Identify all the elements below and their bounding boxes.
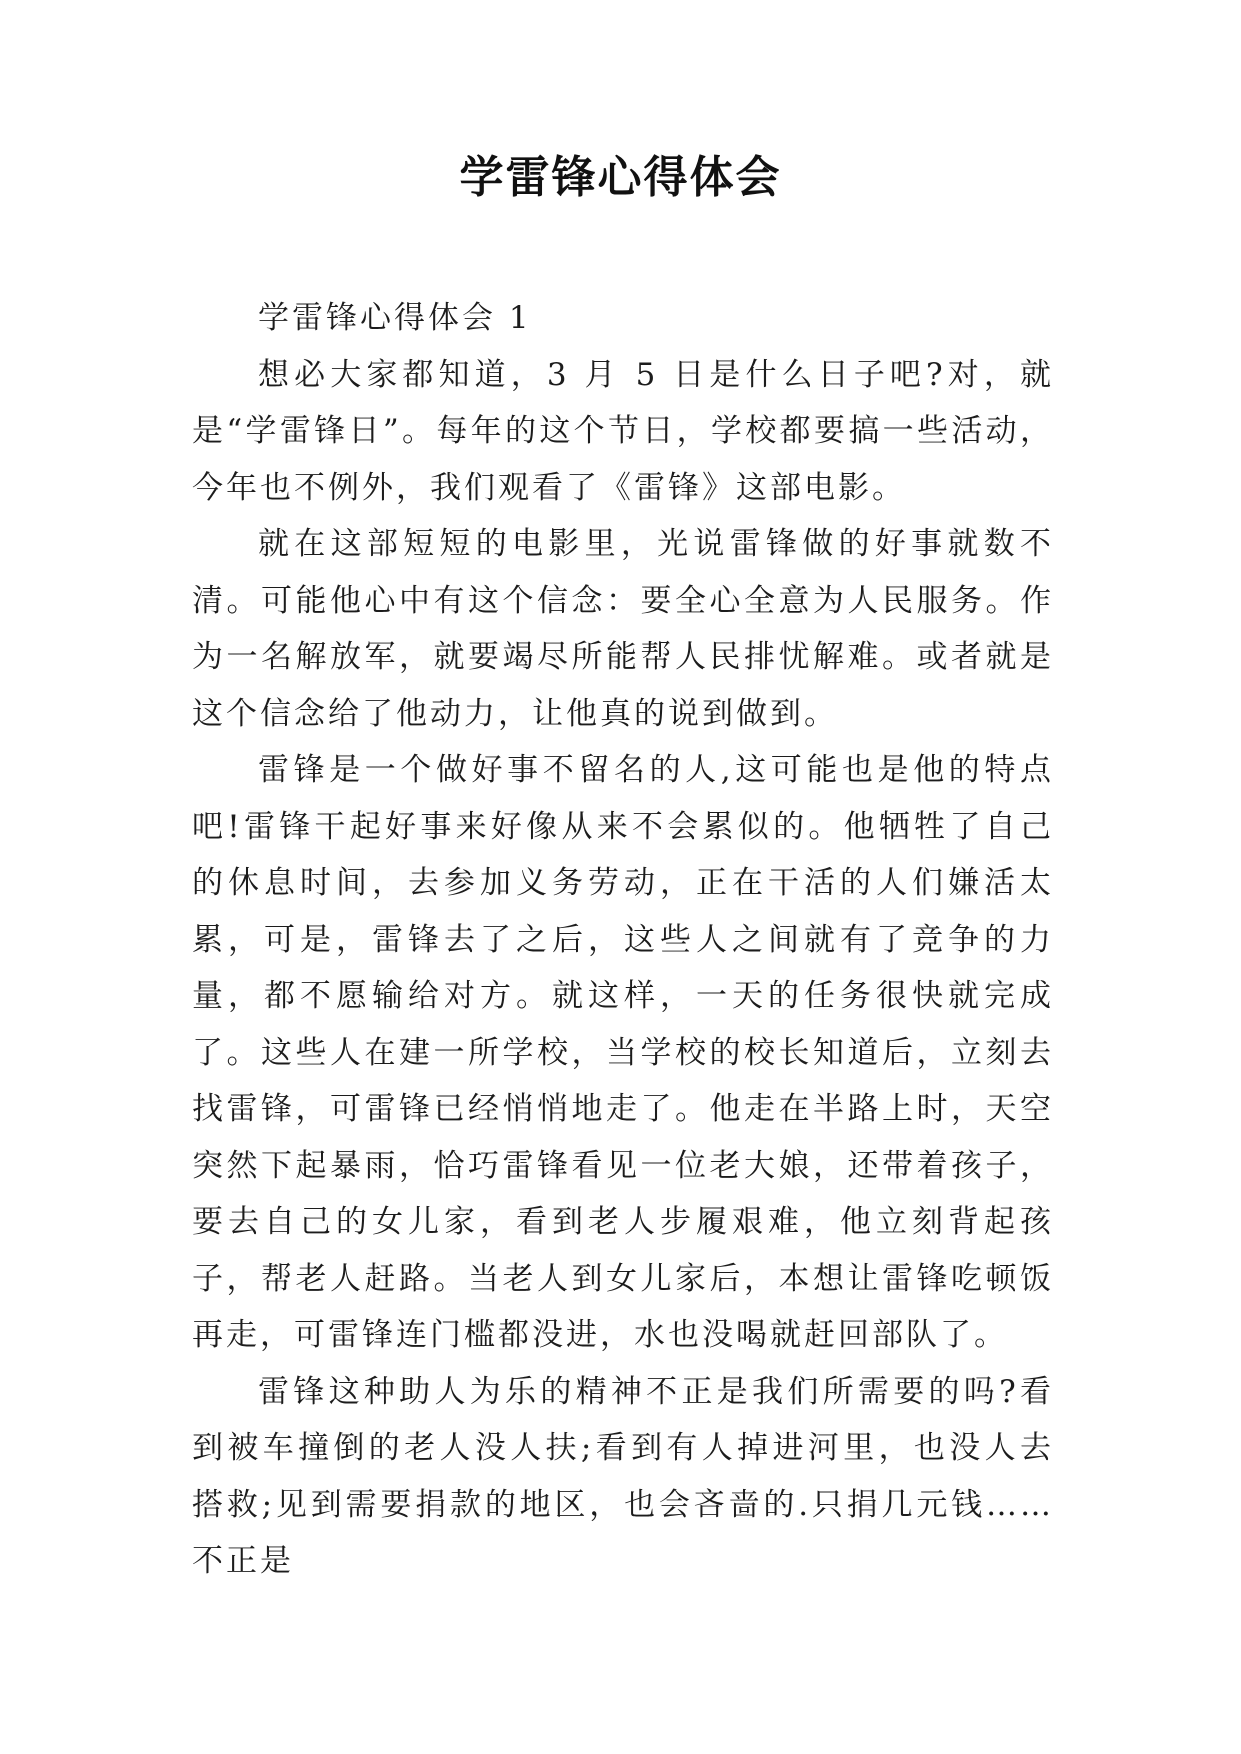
paragraph: 雷锋是一个做好事不留名的人,这可能也是他的特点吧!雷锋干起好事来好像从来不会累似的。他牺牲了自己的休息时间，去参加义务劳动，正在干活的人们嫌活太累，可是，雷锋去了之后，这些人之间就有了竞争的力量，都不愿输给对方。就这样，一天的任务很快就完成了。这些人在建一所学校，当学校的校长知道后，立刻去找雷锋，可雷锋已经悄悄地走了。他走在半路上时，天空突然下起暴雨，恰巧雷锋看见一位老大娘，还带着孩子，要去自己的女儿家，看到老人步履艰难，他立刻背起孩子，帮老人赶路。当老人到女儿家后，本想让雷锋吃顿饭再走，可雷锋连门槛都没进，水也没喝就赶回部队了。 — [192, 752, 1054, 1353]
paragraph: 雷锋这种助人为乐的精神不正是我们所需要的吗?看到被车撞倒的老人没人扶;看到有人掉进河里，也没人去搭救;见到需要捐款的地区，也会吝啬的.只捐几元钱……不正是 — [192, 1373, 1054, 1579]
section-heading: 学雷锋心得体会 1 — [258, 300, 532, 336]
document-body — [192, 290, 1054, 1590]
paragraph: 就在这部短短的电影里，光说雷锋做的好事就数不清。可能他心中有这个信念：要全心全意为人民服务。作为一名解放军，就要竭尽所能帮人民排忧解难。或者就是这个信念给了他动力，让他真的说到做到。 — [192, 526, 1054, 732]
document-title: 学雷锋心得体会 — [459, 152, 782, 203]
paragraph: 想必大家都知道，3 月 5 日是什么日子吧?对，就是“学雷锋日”。每年的这个节日，学校都要搞一些活动，今年也不例外，我们观看了《雷锋》这部电影。 — [192, 356, 1054, 506]
